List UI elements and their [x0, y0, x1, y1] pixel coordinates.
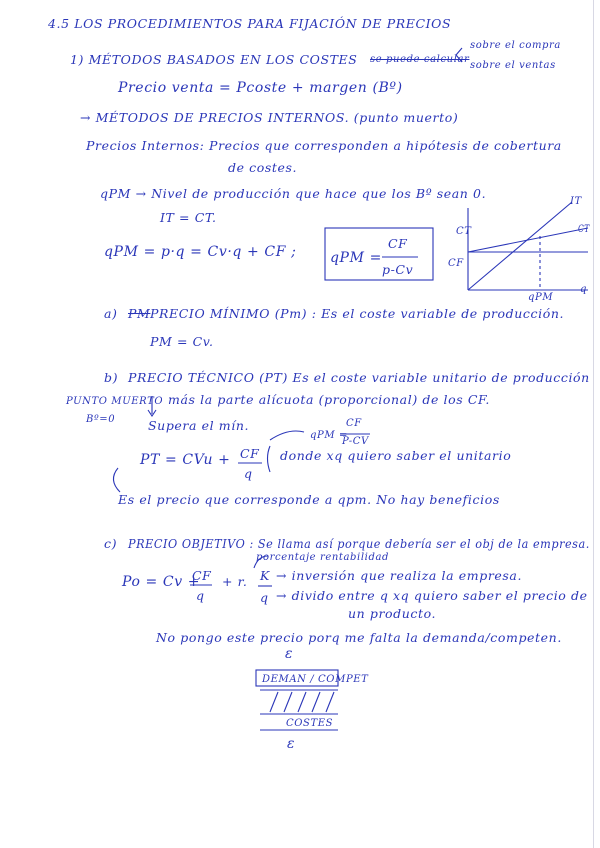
b-qpm-den: P-CV: [342, 436, 369, 447]
b-pt-curve-arrow: [270, 431, 304, 440]
section-heading: 4.5 LOS PROCEDIMIENTOS PARA FIJACIÓN DE PRECIOS: [48, 16, 452, 31]
c-po-plus: + r.: [222, 574, 248, 589]
b-qpm-lhs: qPM =: [310, 430, 348, 441]
b-pt-lhs: PT = CVu +: [140, 452, 231, 468]
b-mas: más la parte alícuota (proporcional) de los CF.: [168, 392, 490, 407]
definition-line-2: de costes.: [228, 160, 298, 175]
graph-ct-line: [468, 228, 588, 252]
brace-arrow: [456, 48, 462, 62]
qpm-definition: qPM → Nivel de producción que hace que los Bº sean 0.: [100, 186, 487, 201]
diagram-hatch-1: [270, 692, 278, 712]
graph-label-cf: CF: [448, 258, 464, 269]
diagram-hatch-4: [312, 692, 320, 712]
b-pt-brace: [268, 446, 271, 472]
a-title: PRECIO MÍNIMO (Pm) : Es el coste variable de producción.: [150, 306, 565, 321]
b-bo: Bº=0: [86, 414, 116, 425]
graph-label-ct-axis: CT: [456, 226, 472, 237]
c-q-note: → divido entre q xq quiero saber el precio de: [276, 588, 588, 603]
graph-label-ct: CT: [578, 224, 590, 235]
boxed-lhs: qPM =: [330, 250, 382, 266]
c-porcentaje: porcentaje rentabilidad: [256, 552, 390, 563]
diagram-hatch-5: [326, 692, 334, 712]
diagram-hatch-2: [284, 692, 292, 712]
b-pt-note: donde xq quiero saber el unitario: [280, 448, 512, 463]
c-k-note: → inversión que realiza la empresa.: [276, 568, 523, 583]
price-formula: Precio venta = Pcoste + margen (Bº): [118, 80, 403, 96]
b-label: b): [104, 370, 119, 385]
b-precio-note: Es el precio que corresponde a qpm. No hay beneficios: [118, 492, 500, 507]
b-supera: Supera el mín.: [148, 418, 250, 433]
c-po-den: q: [196, 588, 205, 603]
equation-left: qPM = p·q = Cv·q + CF ;: [104, 244, 297, 260]
boxed-denominator: p-Cv: [382, 262, 414, 277]
c-po-lhs: Po = Cv +: [122, 574, 201, 590]
c-porcentaje-arrow: [254, 556, 268, 568]
b-punto-muerto: PUNTO MUERTO: [66, 396, 164, 407]
diagram-epsilon-top: ε: [285, 646, 294, 662]
graph-label-q: q: [580, 284, 588, 295]
b-title: PRECIO TÉCNICO (PT) Es el coste variable unitario de producción: [128, 370, 590, 385]
side-option-2: sobre el ventas: [470, 60, 556, 71]
diagram-demand-label: DEMAN / COMPET: [262, 674, 369, 685]
formula-box: [325, 228, 433, 280]
c-q-note-2: un producto.: [348, 606, 437, 621]
b-precio-curve: [113, 468, 120, 492]
it-equals-ct: IT = CT.: [160, 210, 217, 225]
b-qpm-num: CF: [346, 418, 362, 429]
diagram-demand-box: [256, 670, 338, 686]
diagram-hatch-3: [298, 692, 306, 712]
side-option-1: sobre el compra: [470, 40, 561, 51]
methods-internal: → MÉTODOS DE PRECIOS INTERNOS. (punto muerto): [80, 110, 459, 125]
section1-title: 1) MÉTODOS BASADOS EN LOS COSTES: [70, 52, 358, 67]
definition-line-1: Precios Internos: Precios que corresponden a hipótesis de cobertura: [86, 138, 562, 153]
b-pt-num: CF: [240, 446, 260, 461]
a-equation: PM = Cv.: [150, 334, 214, 349]
a-struck: PM: [128, 306, 151, 321]
graph-label-qpm: qPM: [528, 292, 554, 303]
b-pt-den: q: [244, 466, 253, 481]
c-q-den: q: [260, 590, 269, 605]
graph-label-it: IT: [570, 196, 582, 207]
c-title: PRECIO OBJETIVO : Se llama así porque debería ser el obj de la empresa.: [128, 536, 590, 551]
diagram-epsilon-bottom: ε: [287, 736, 296, 752]
a-label: a): [104, 306, 118, 321]
graph-it-line: [468, 202, 572, 290]
boxed-numerator: CF: [388, 236, 408, 251]
side-note-struck: se puede calcular: [370, 54, 470, 65]
c-po-num: CF: [192, 568, 212, 583]
c-no-pongo: No pongo este precio porq me falta la demanda/competen.: [156, 630, 562, 645]
c-k-num: K: [260, 568, 270, 583]
c-label: c): [104, 536, 118, 551]
diagram-costes-label: COSTES: [286, 718, 334, 729]
